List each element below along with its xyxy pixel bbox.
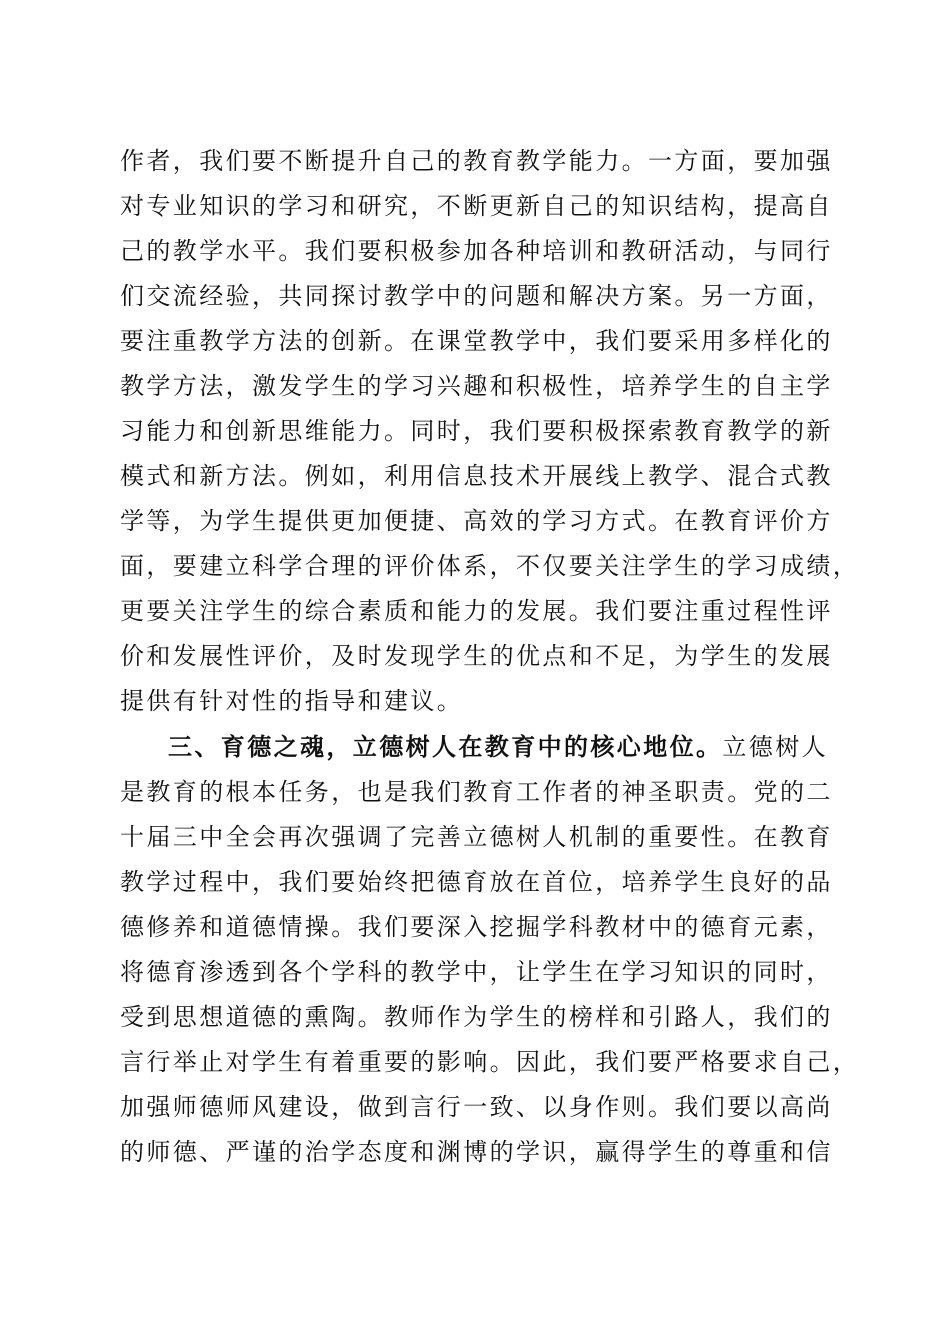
- paragraph-line: 价和发展性评价，及时发现学生的优点和不足，为学生的发展: [120, 642, 833, 670]
- paragraph-line: 作者，我们要不断提升自己的教育教学能力。一方面，要加强: [120, 147, 833, 175]
- paragraph-line: 加强师德师风建设，做到言行一致、以身作则。我们要以高尚: [120, 1093, 833, 1121]
- paragraph-line: 言行举止对学生有着重要的影响。因此，我们要严格要求自己，: [120, 1048, 860, 1076]
- paragraph-line: 要注重教学方法的创新。在课堂教学中，我们要采用多样化的: [120, 327, 833, 355]
- paragraph-line: 教学方法，激发学生的学习兴趣和积极性，培养学生的自主学: [120, 372, 833, 400]
- section-heading-continuation: 立德树人: [722, 733, 829, 761]
- paragraph-line: 提供有针对性的指导和建议。: [120, 687, 464, 715]
- paragraph-line: 们交流经验，共同探讨教学中的问题和解决方案。另一方面，: [120, 282, 833, 310]
- paragraph-line: 的师德、严谨的治学态度和渊博的学识，赢得学生的尊重和信: [120, 1138, 833, 1166]
- paragraph-line: 对专业知识的学习和研究，不断更新自己的知识结构，提高自: [120, 192, 833, 220]
- paragraph-line: 十届三中全会再次强调了完善立德树人机制的重要性。在教育: [120, 823, 833, 851]
- section-heading-line: [168, 732, 878, 762]
- section-heading: 三、育德之魂，立德树人在教育中的核心地位。: [168, 732, 723, 761]
- paragraph-line: 受到思想道德的熏陶。教师作为学生的榜样和引路人，我们的: [120, 1003, 833, 1031]
- paragraph-line: 习能力和创新思维能力。同时，我们要积极探索教育教学的新: [120, 417, 833, 445]
- paragraph-line: 更要关注学生的综合素质和能力的发展。我们要注重过程性评: [120, 597, 833, 625]
- paragraph-line: 模式和新方法。例如，利用信息技术开展线上教学、混合式教: [120, 462, 833, 490]
- paragraph-line: 学等，为学生提供更加便捷、高效的学习方式。在教育评价方: [120, 507, 833, 535]
- paragraph-line: 教学过程中，我们要始终把德育放在首位，培养学生良好的品: [120, 868, 833, 896]
- paragraph-line: 将德育渗透到各个学科的教学中，让学生在学习知识的同时，: [120, 958, 833, 986]
- paragraph-line: 面，要建立科学合理的评价体系，不仅要关注学生的学习成绩，: [120, 552, 860, 580]
- paragraph-line: 德修养和道德情操。我们要深入挖掘学科教材中的德育元素，: [120, 913, 833, 941]
- paragraph-line: 己的教学水平。我们要积极参加各种培训和教研活动，与同行: [120, 237, 833, 265]
- paragraph-line: 是教育的根本任务，也是我们教育工作者的神圣职责。党的二: [120, 778, 833, 806]
